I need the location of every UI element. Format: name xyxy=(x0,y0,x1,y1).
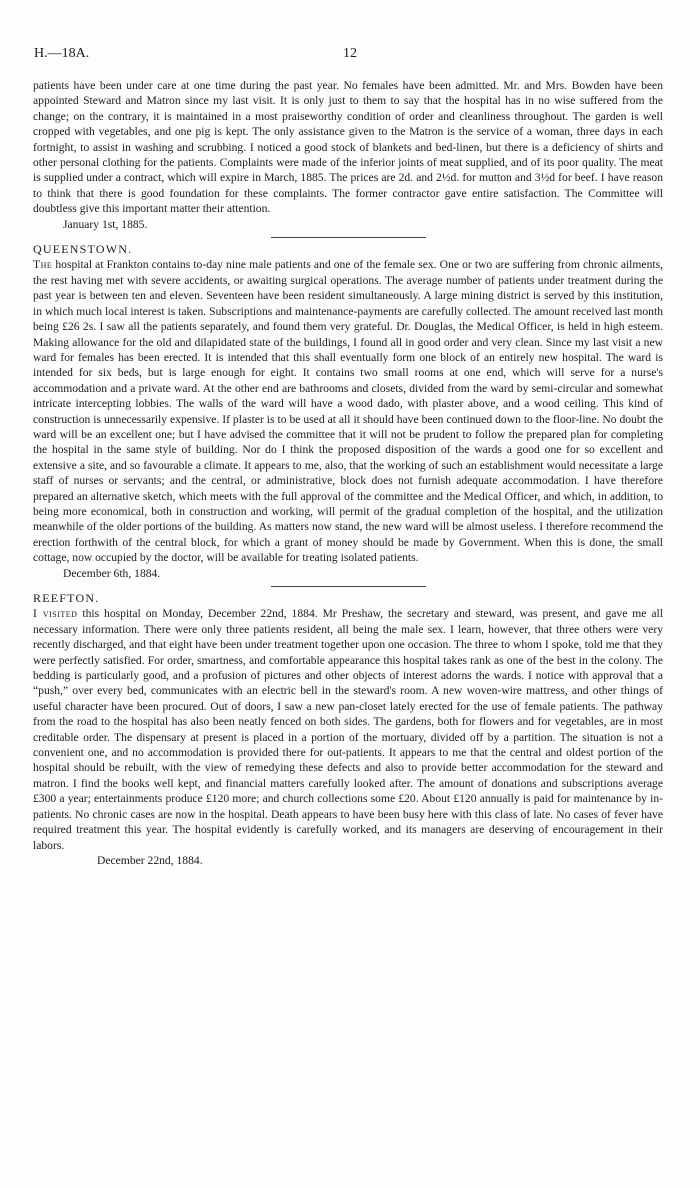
queenstown-lead: The xyxy=(33,258,53,272)
queenstown-paragraph xyxy=(33,257,663,565)
intro-date: January 1st, 1885. xyxy=(63,217,148,231)
page-number: 12 xyxy=(343,46,357,61)
document-reference: H.—18A. xyxy=(34,46,90,61)
intro-paragraph: patients have been under care at one time during the past year. No females have been admitted. Mr. and Mrs. Bowden have been appointed Steward and Matron since my last visit. It is only just to them to say that the hospital has in no wise suffered from the change; on the contrary, it is maintained in a most praiseworthy condition of order and cleanliness throughout. The garden is well cropped with vegetables, and one pig is kept. The only assistance given to the Matron is the service of a woman, three days in each fortnight, to assist in washing and scrubbing. I noticed a good stock of blankets and bed-linen, but there is a deficiency of shirts and other personal clothing for the patients. Complaints were made of the inferior joints of meat supplied, and of its poor quality. The meat is supplied under a contract, which will expire in March, 1885. The prices are 2d. and 2½d. for mutton and 3½d for beef. I have reason to think that there is good foundation for these complaints. The former contractor gave entire satisfaction. The Committee will doubtless give this important matter their attention. xyxy=(33,79,663,216)
section-divider xyxy=(271,586,426,587)
reefton-heading: REEFTON. xyxy=(33,591,100,605)
queenstown-heading: QUEENSTOWN. xyxy=(33,242,133,257)
reefton-date: December 22nd, 1884. xyxy=(97,853,203,867)
section-divider xyxy=(271,237,426,238)
queenstown-text: hospital at Frankton contains to-day nine male patients and one of the female sex. One or two are suffering from chronic ailments, the rest having met with severe accidents, or awaiting surgical operations. The average number of patients under treatment during the past year is between ten and eleven. Seventeen have been resident simultaneously. A large mining district is served by this institution, in which much local interest is taken. Subscriptions and maintenance-payments are carefully collected. The amount received last month being £26 2s. I saw all the patients separately, and found them very grateful. Dr. Douglas, the Medical Officer, is held in high esteem. Making allowance for the old and dilapidated state of the buildings, I found all in good order and very clean. Since my last visit a new ward for females has been erected. It is intended that this shall eventually form one block of an entirely new hospital. The ward is intended for six beds, but is large enough for eight. It contains two small rooms at one end, which will serve for a nurse's accommodation and a private ward. At the other end are bathrooms and closets, divided from the ward by semi-circular and somewhat intricate intercepting lobbies. The walls of the ward will have a wood dado, with plaster above, and a wood ceiling. This kind of construction is unnecessarily expensive. If plaster is to be used at all it should have been continued down to the floor-line. No doubt the ward will be an excellent one; but I have advised the committee that it will not be prudent to follow the prepared plan for completing the hospital in the same style of building. Nor do I think the proposed disposition of the wards a good one for so excellent and extensive a site, and so favourable a climate. It appears to me, also, that the working of such an establishment would necessitate a large staff of nurses or servants; and the central, or administrative, block does not furnish adequate accommodation. I have therefore prepared an alternative sketch, which meets with the full approval of the committee and the Medical Officer, and which, in addition, to being more economical, both in construction and working, will permit of the gradual completion of the hospital, and the utilization meanwhile of the older portions of the building. As matters now stand, the new ward will be almost useless. I therefore recommend the erection forthwith of the central block, for which a grant of money should be made by Government. When this is done, the small cottage, now occupied by the doctor, will be available for treating isolated patients. xyxy=(33,258,663,565)
reefton-paragraph xyxy=(33,606,663,853)
reefton-lead: I visited xyxy=(33,607,78,621)
reefton-text: this hospital on Monday, December 22nd, 1884. Mr Preshaw, the secretary and steward, was present, and gave me all necessary information. There were only three patients resident, all being the male sex. I learn, however, that three others were very recently discharged, and that eight have been under treatment together upon one occasion. The three to whom I spoke, told me that they were perfectly satisfied. For order, smartness, and comfortable appearance this hospital takes rank as one of the best in the colony. The bedding is particularly good, and a profusion of pictures and other objects of interest adorns the wards. I notice with approval that a “push,” over every bed, communicates with an electric bell in the steward's room. A new woven-wire mattress, and other things of useful character have been procured. Out of doors, I saw a new pan-closet lately erected for the use of female patients. The pathway from the road to the hospital has also been neatly fenced on both sides. The gardens, both for flowers and for vegetables, are in most creditable order. The dispensary at present is placed in a portion of the mortuary, divided off by a partition. The situation is not a convenient one, and no accommodation is provided there for out-patients. It appears to me that the central and oldest portion of the hospital should be rebuilt, with the view of remedying these defects and also to provide better accommodation for the steward and matron. I find the books well kept, and financial matters carefully looked after. The amount of donations and subscriptions average £300 a year; entertainments produce £120 more; and church collections some £20. About £120 annually is paid for maintenance by in-patients. No chronic cases are now in the hospital. Death appears to have been busy here with this class of late. No cases of fever have required treatment this year. The hospital evidently is carefully worked, and its managers are deserving of encouragement in their labors. xyxy=(33,607,663,852)
page-body xyxy=(33,78,663,868)
queenstown-date: December 6th, 1884. xyxy=(63,566,161,580)
